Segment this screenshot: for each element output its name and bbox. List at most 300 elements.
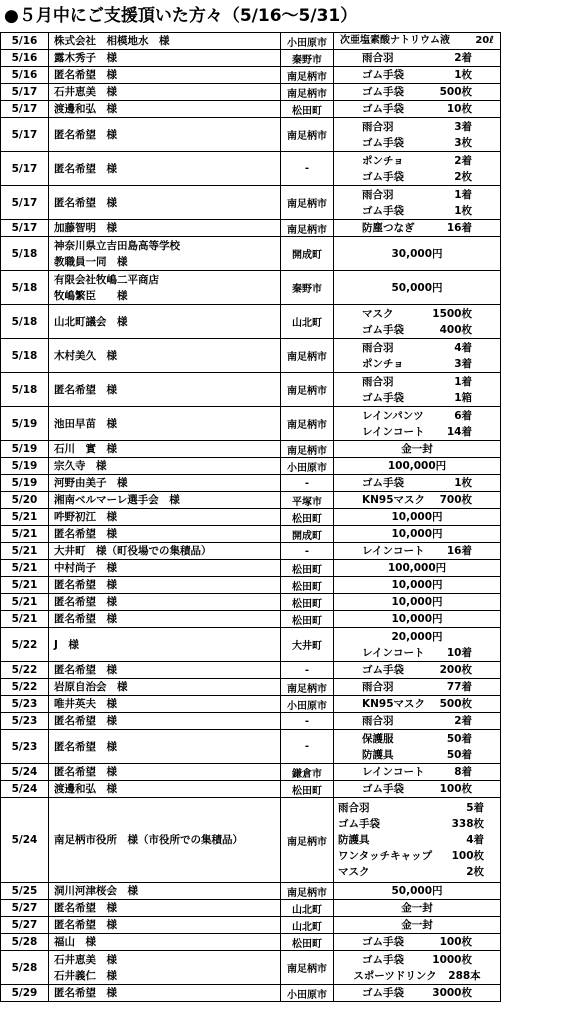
item-quantity: 100枚 bbox=[439, 936, 472, 948]
item-name: 金一封 bbox=[401, 919, 433, 931]
donor-name: 石井義仁 様 bbox=[54, 969, 117, 982]
item-name: 雨合羽 bbox=[362, 681, 394, 693]
item-quantity: 14着 bbox=[446, 425, 472, 438]
cell-items bbox=[334, 237, 501, 271]
cell-donor bbox=[49, 458, 281, 475]
cell-items bbox=[334, 917, 501, 934]
item-quantity: 2着 bbox=[454, 154, 472, 167]
cell-city: 南足柄市 bbox=[281, 407, 334, 441]
table-row bbox=[1, 441, 501, 458]
cell-donor bbox=[49, 526, 281, 543]
item-line bbox=[338, 67, 496, 83]
table-row bbox=[1, 781, 501, 798]
cell-items bbox=[334, 373, 501, 407]
item-name: 金一封 bbox=[401, 902, 433, 914]
table-row bbox=[1, 475, 501, 492]
cell-items bbox=[334, 407, 501, 441]
cell-donor bbox=[49, 186, 281, 220]
item-name: 雨合羽 bbox=[362, 188, 394, 201]
cell-city: 南足柄市 bbox=[281, 883, 334, 900]
cell-date: 5/29 bbox=[1, 985, 49, 1002]
cell-city: - bbox=[281, 543, 334, 560]
cell-items bbox=[334, 543, 501, 560]
cell-date: 5/21 bbox=[1, 594, 49, 611]
cell-donor bbox=[49, 611, 281, 628]
item-quantity: 288本 bbox=[448, 969, 481, 982]
donor-name: 河野由美子 様 bbox=[54, 477, 128, 489]
donor-name: 岩原自治会 様 bbox=[54, 681, 128, 693]
cell-donor bbox=[49, 101, 281, 118]
item-name: 100,000円 bbox=[387, 562, 447, 574]
cell-city: 南足柄市 bbox=[281, 118, 334, 152]
cell-donor bbox=[49, 798, 281, 883]
item-line bbox=[338, 306, 496, 322]
cell-donor bbox=[49, 84, 281, 101]
donor-name: 教職員一同 様 bbox=[54, 255, 128, 268]
item-line bbox=[338, 187, 496, 203]
item-line bbox=[338, 135, 496, 151]
donor-name: J 様 bbox=[54, 638, 79, 651]
cell-date: 5/25 bbox=[1, 883, 49, 900]
table-row bbox=[1, 509, 501, 526]
item-line bbox=[338, 169, 496, 185]
cell-donor bbox=[49, 628, 281, 662]
donor-name: 牧嶋繁臣 様 bbox=[54, 289, 128, 302]
item-name: ゴム手袋 bbox=[362, 136, 404, 149]
donor-name: 山北町議会 様 bbox=[54, 315, 128, 328]
item-quantity: 8着 bbox=[454, 766, 472, 778]
item-name: 雨合羽 bbox=[362, 52, 394, 64]
cell-date: 5/17 bbox=[1, 152, 49, 186]
cell-donor bbox=[49, 730, 281, 764]
cell-donor bbox=[49, 33, 281, 50]
cell-items bbox=[334, 611, 501, 628]
donor-name: 匿名希望 様 bbox=[54, 383, 117, 396]
item-quantity: 50着 bbox=[446, 732, 472, 745]
cell-date: 5/21 bbox=[1, 526, 49, 543]
cell-date: 5/21 bbox=[1, 577, 49, 594]
donor-name: 匿名希望 様 bbox=[54, 715, 117, 727]
item-line bbox=[338, 731, 496, 747]
item-line bbox=[338, 475, 496, 491]
cell-donor bbox=[49, 441, 281, 458]
item-name: 雨合羽 bbox=[362, 120, 394, 133]
item-name: 50,000円 bbox=[391, 281, 443, 294]
cell-donor bbox=[49, 373, 281, 407]
cell-date: 5/27 bbox=[1, 900, 49, 917]
cell-city: 南足柄市 bbox=[281, 220, 334, 237]
cell-city: 南足柄市 bbox=[281, 679, 334, 696]
item-line bbox=[338, 153, 496, 169]
cell-date: 5/17 bbox=[1, 84, 49, 101]
item-line bbox=[338, 883, 496, 899]
item-quantity: 4着 bbox=[454, 341, 472, 354]
item-name: 防護具 bbox=[362, 748, 394, 761]
cell-city: 小田原市 bbox=[281, 985, 334, 1002]
cell-date: 5/19 bbox=[1, 441, 49, 458]
table-row bbox=[1, 985, 501, 1002]
cell-date: 5/23 bbox=[1, 713, 49, 730]
table-row bbox=[1, 543, 501, 560]
cell-donor bbox=[49, 900, 281, 917]
item-name: ゴム手袋 bbox=[362, 103, 404, 115]
donor-name: 宗久寺 様 bbox=[54, 460, 107, 472]
donor-name: 渡邊和弘 様 bbox=[54, 103, 117, 115]
cell-items bbox=[334, 271, 501, 305]
cell-items bbox=[334, 50, 501, 67]
item-name: ゴム手袋 bbox=[362, 170, 404, 183]
donor-name: 匿名希望 様 bbox=[54, 528, 117, 540]
table-row bbox=[1, 186, 501, 220]
cell-city: - bbox=[281, 152, 334, 186]
cell-donor bbox=[49, 560, 281, 577]
item-name: ゴム手袋 bbox=[362, 936, 404, 948]
cell-items bbox=[334, 900, 501, 917]
item-quantity: 5着 bbox=[466, 802, 484, 814]
item-quantity: 1500枚 bbox=[432, 307, 472, 320]
donor-name: 匿名希望 様 bbox=[54, 596, 117, 608]
item-quantity: 10着 bbox=[446, 646, 472, 659]
cell-items bbox=[334, 67, 501, 84]
cell-date: 5/27 bbox=[1, 917, 49, 934]
item-line bbox=[338, 280, 496, 296]
item-quantity: 77着 bbox=[446, 681, 472, 693]
table-row bbox=[1, 679, 501, 696]
table-row bbox=[1, 407, 501, 441]
cell-date: 5/28 bbox=[1, 934, 49, 951]
cell-items bbox=[334, 798, 501, 883]
item-quantity: 3着 bbox=[454, 120, 472, 133]
item-line bbox=[338, 662, 496, 678]
item-line bbox=[338, 594, 496, 610]
cell-items bbox=[334, 220, 501, 237]
donor-name: 匿名希望 様 bbox=[54, 128, 117, 141]
cell-donor bbox=[49, 577, 281, 594]
item-name: ゴム手袋 bbox=[362, 204, 404, 217]
cell-items bbox=[334, 492, 501, 509]
donor-name: 洞川河津桜会 様 bbox=[54, 885, 138, 897]
table-row bbox=[1, 594, 501, 611]
cell-items bbox=[334, 475, 501, 492]
item-line bbox=[338, 203, 496, 219]
item-quantity: 2枚 bbox=[454, 170, 472, 183]
item-name: スポーツドリンク bbox=[353, 969, 437, 982]
item-line bbox=[338, 84, 496, 100]
cell-items bbox=[334, 152, 501, 186]
cell-items bbox=[334, 84, 501, 101]
cell-city: 松田町 bbox=[281, 101, 334, 118]
cell-date: 5/21 bbox=[1, 543, 49, 560]
item-name: ゴム手袋 bbox=[362, 323, 404, 336]
donor-name: 南足柄市役所 様（市役所での集積品） bbox=[54, 834, 243, 846]
item-quantity: 6着 bbox=[454, 409, 472, 422]
item-name: マスク bbox=[362, 307, 394, 320]
cell-donor bbox=[49, 152, 281, 186]
cell-donor bbox=[49, 883, 281, 900]
item-quantity: 500枚 bbox=[439, 86, 472, 98]
item-quantity: 3枚 bbox=[454, 136, 472, 149]
donor-table bbox=[0, 32, 501, 1002]
cell-donor bbox=[49, 594, 281, 611]
item-name: ゴム手袋 bbox=[338, 818, 380, 830]
cell-donor bbox=[49, 475, 281, 492]
donor-name: 匿名希望 様 bbox=[54, 919, 117, 931]
donor-name: 有限会社牧嶋二平商店 bbox=[54, 273, 159, 286]
cell-donor bbox=[49, 118, 281, 152]
item-line bbox=[338, 441, 496, 457]
table-row bbox=[1, 662, 501, 679]
table-row bbox=[1, 101, 501, 118]
cell-donor bbox=[49, 492, 281, 509]
cell-items bbox=[334, 526, 501, 543]
cell-city: - bbox=[281, 730, 334, 764]
cell-date: 5/16 bbox=[1, 67, 49, 84]
donor-name: 神奈川県立吉田島高等学校 bbox=[54, 239, 180, 252]
table-row bbox=[1, 883, 501, 900]
item-quantity: 100枚 bbox=[439, 783, 472, 795]
cell-items bbox=[334, 628, 501, 662]
item-quantity: 16着 bbox=[446, 545, 472, 557]
item-name: 50,000円 bbox=[391, 885, 443, 897]
item-name: 10,000円 bbox=[391, 511, 443, 523]
cell-donor bbox=[49, 679, 281, 696]
item-line bbox=[338, 526, 496, 542]
table-row bbox=[1, 373, 501, 407]
item-name: 10,000円 bbox=[391, 613, 443, 625]
donor-name: 加藤智明 様 bbox=[54, 222, 117, 234]
item-quantity: 200枚 bbox=[439, 664, 472, 676]
item-name: 雨合羽 bbox=[362, 375, 394, 388]
item-name: 30,000円 bbox=[391, 247, 443, 260]
cell-items bbox=[334, 101, 501, 118]
item-quantity: 700枚 bbox=[439, 494, 472, 506]
item-line bbox=[338, 900, 496, 916]
item-line bbox=[338, 33, 496, 49]
item-name: ポンチョ bbox=[362, 154, 404, 167]
item-line bbox=[338, 101, 496, 117]
table-row bbox=[1, 696, 501, 713]
cell-donor bbox=[49, 271, 281, 305]
item-quantity: 50着 bbox=[446, 748, 472, 761]
item-line bbox=[338, 629, 496, 645]
cell-items bbox=[334, 441, 501, 458]
item-name: レインコート bbox=[362, 766, 425, 778]
item-line bbox=[338, 713, 496, 729]
item-name: 雨合羽 bbox=[362, 341, 394, 354]
cell-city: 南足柄市 bbox=[281, 67, 334, 84]
cell-city: 山北町 bbox=[281, 917, 334, 934]
item-name: 保護服 bbox=[362, 732, 394, 745]
item-name: マスク bbox=[338, 866, 370, 878]
cell-city: 松田町 bbox=[281, 509, 334, 526]
item-line bbox=[338, 816, 496, 832]
donor-name: 匿名希望 様 bbox=[54, 162, 117, 175]
cell-donor bbox=[49, 985, 281, 1002]
cell-donor bbox=[49, 237, 281, 271]
table-row bbox=[1, 33, 501, 50]
item-name: KN95マスク bbox=[362, 698, 426, 710]
donor-name: 匿名希望 様 bbox=[54, 987, 117, 999]
table-row bbox=[1, 271, 501, 305]
item-quantity: 3000枚 bbox=[432, 987, 472, 999]
cell-date: 5/21 bbox=[1, 509, 49, 526]
cell-city: 秦野市 bbox=[281, 50, 334, 67]
item-quantity: 1箱 bbox=[454, 391, 472, 404]
item-name: 防塵つなぎ bbox=[362, 222, 415, 234]
cell-date: 5/17 bbox=[1, 118, 49, 152]
item-line bbox=[338, 246, 496, 262]
table-row bbox=[1, 339, 501, 373]
cell-date: 5/24 bbox=[1, 764, 49, 781]
cell-donor bbox=[49, 220, 281, 237]
cell-donor bbox=[49, 662, 281, 679]
donor-name: 株式会社 相模地水 様 bbox=[54, 35, 170, 47]
item-line bbox=[338, 119, 496, 135]
table-row bbox=[1, 152, 501, 186]
page-title: ●５月中にご支援頂いた方々（5/16〜5/31） bbox=[4, 6, 358, 26]
cell-date: 5/17 bbox=[1, 220, 49, 237]
table-row bbox=[1, 50, 501, 67]
item-line bbox=[338, 577, 496, 593]
item-name: 雨合羽 bbox=[362, 715, 394, 727]
item-line bbox=[338, 679, 496, 695]
table-row bbox=[1, 917, 501, 934]
cell-date: 5/18 bbox=[1, 237, 49, 271]
donor-name: 石井恵美 様 bbox=[54, 953, 117, 966]
item-quantity: 1枚 bbox=[454, 477, 472, 489]
cell-city: 松田町 bbox=[281, 577, 334, 594]
cell-donor bbox=[49, 339, 281, 373]
item-name: ゴム手袋 bbox=[362, 477, 404, 489]
cell-city: 南足柄市 bbox=[281, 798, 334, 883]
cell-city: - bbox=[281, 662, 334, 679]
table-row bbox=[1, 560, 501, 577]
donor-name: 唯井英夫 様 bbox=[54, 698, 117, 710]
item-name: ゴム手袋 bbox=[362, 391, 404, 404]
table-row bbox=[1, 118, 501, 152]
cell-items bbox=[334, 594, 501, 611]
table-row bbox=[1, 67, 501, 84]
item-quantity: 100枚 bbox=[451, 850, 484, 862]
item-quantity: 1枚 bbox=[454, 204, 472, 217]
cell-donor bbox=[49, 67, 281, 84]
item-name: レインコート bbox=[362, 425, 425, 438]
item-line bbox=[338, 864, 496, 880]
cell-date: 5/19 bbox=[1, 458, 49, 475]
item-quantity: 1枚 bbox=[454, 69, 472, 81]
table-row bbox=[1, 900, 501, 917]
cell-city: 松田町 bbox=[281, 934, 334, 951]
cell-items bbox=[334, 577, 501, 594]
item-name: 10,000円 bbox=[391, 528, 443, 540]
cell-city: 松田町 bbox=[281, 560, 334, 577]
item-line bbox=[338, 968, 496, 984]
donor-name: 匿名希望 様 bbox=[54, 664, 117, 676]
item-line bbox=[338, 611, 496, 627]
cell-donor bbox=[49, 543, 281, 560]
item-name: ポンチョ bbox=[362, 357, 404, 370]
table-row bbox=[1, 628, 501, 662]
cell-items bbox=[334, 662, 501, 679]
cell-donor bbox=[49, 509, 281, 526]
item-quantity: 10枚 bbox=[446, 103, 472, 115]
item-name: ゴム手袋 bbox=[362, 953, 404, 966]
item-line bbox=[338, 492, 496, 508]
item-name: KN95マスク bbox=[362, 494, 426, 506]
donor-name: 大井町 様（町役場での集積品） bbox=[54, 545, 212, 557]
donor-name: 福山 様 bbox=[54, 936, 96, 948]
item-quantity: 1着 bbox=[454, 188, 472, 201]
item-line bbox=[338, 560, 496, 576]
donor-name: 石川 實 様 bbox=[54, 443, 117, 455]
cell-date: 5/17 bbox=[1, 186, 49, 220]
cell-items bbox=[334, 985, 501, 1002]
cell-donor bbox=[49, 781, 281, 798]
item-quantity: 400枚 bbox=[439, 323, 472, 336]
item-line bbox=[338, 356, 496, 372]
cell-date: 5/21 bbox=[1, 611, 49, 628]
cell-city: 小田原市 bbox=[281, 696, 334, 713]
cell-date: 5/18 bbox=[1, 373, 49, 407]
item-quantity: 2着 bbox=[454, 52, 472, 64]
donor-name: 石井恵美 様 bbox=[54, 86, 117, 98]
item-line bbox=[338, 645, 496, 661]
table-row bbox=[1, 237, 501, 271]
donor-name: 匿名希望 様 bbox=[54, 69, 117, 81]
table-row bbox=[1, 526, 501, 543]
cell-city: 南足柄市 bbox=[281, 373, 334, 407]
item-name: 雨合羽 bbox=[338, 802, 370, 814]
cell-city: 南足柄市 bbox=[281, 339, 334, 373]
item-name: ゴム手袋 bbox=[362, 783, 404, 795]
cell-date: 5/20 bbox=[1, 492, 49, 509]
cell-city: 松田町 bbox=[281, 781, 334, 798]
cell-date: 5/16 bbox=[1, 50, 49, 67]
table-row bbox=[1, 220, 501, 237]
item-line bbox=[338, 543, 496, 559]
item-quantity: 4着 bbox=[466, 834, 484, 846]
item-line bbox=[338, 424, 496, 440]
cell-date: 5/22 bbox=[1, 662, 49, 679]
item-line bbox=[338, 374, 496, 390]
cell-items bbox=[334, 458, 501, 475]
item-name: レインパンツ bbox=[362, 409, 424, 422]
item-name: 10,000円 bbox=[391, 579, 443, 591]
item-quantity: 500枚 bbox=[439, 698, 472, 710]
item-quantity: 2枚 bbox=[466, 866, 484, 878]
item-line bbox=[338, 696, 496, 712]
table-row bbox=[1, 730, 501, 764]
cell-date: 5/28 bbox=[1, 951, 49, 985]
cell-city: 南足柄市 bbox=[281, 186, 334, 220]
item-name: ゴム手袋 bbox=[362, 987, 404, 999]
cell-city: 大井町 bbox=[281, 628, 334, 662]
cell-donor bbox=[49, 713, 281, 730]
table-row bbox=[1, 305, 501, 339]
item-line bbox=[338, 832, 496, 848]
cell-date: 5/22 bbox=[1, 628, 49, 662]
table-row bbox=[1, 764, 501, 781]
cell-city: 南足柄市 bbox=[281, 951, 334, 985]
cell-items bbox=[334, 305, 501, 339]
item-line bbox=[338, 747, 496, 763]
cell-city: 山北町 bbox=[281, 900, 334, 917]
cell-donor bbox=[49, 764, 281, 781]
cell-date: 5/22 bbox=[1, 679, 49, 696]
cell-city: 山北町 bbox=[281, 305, 334, 339]
cell-city: 鎌倉市 bbox=[281, 764, 334, 781]
table-row bbox=[1, 611, 501, 628]
